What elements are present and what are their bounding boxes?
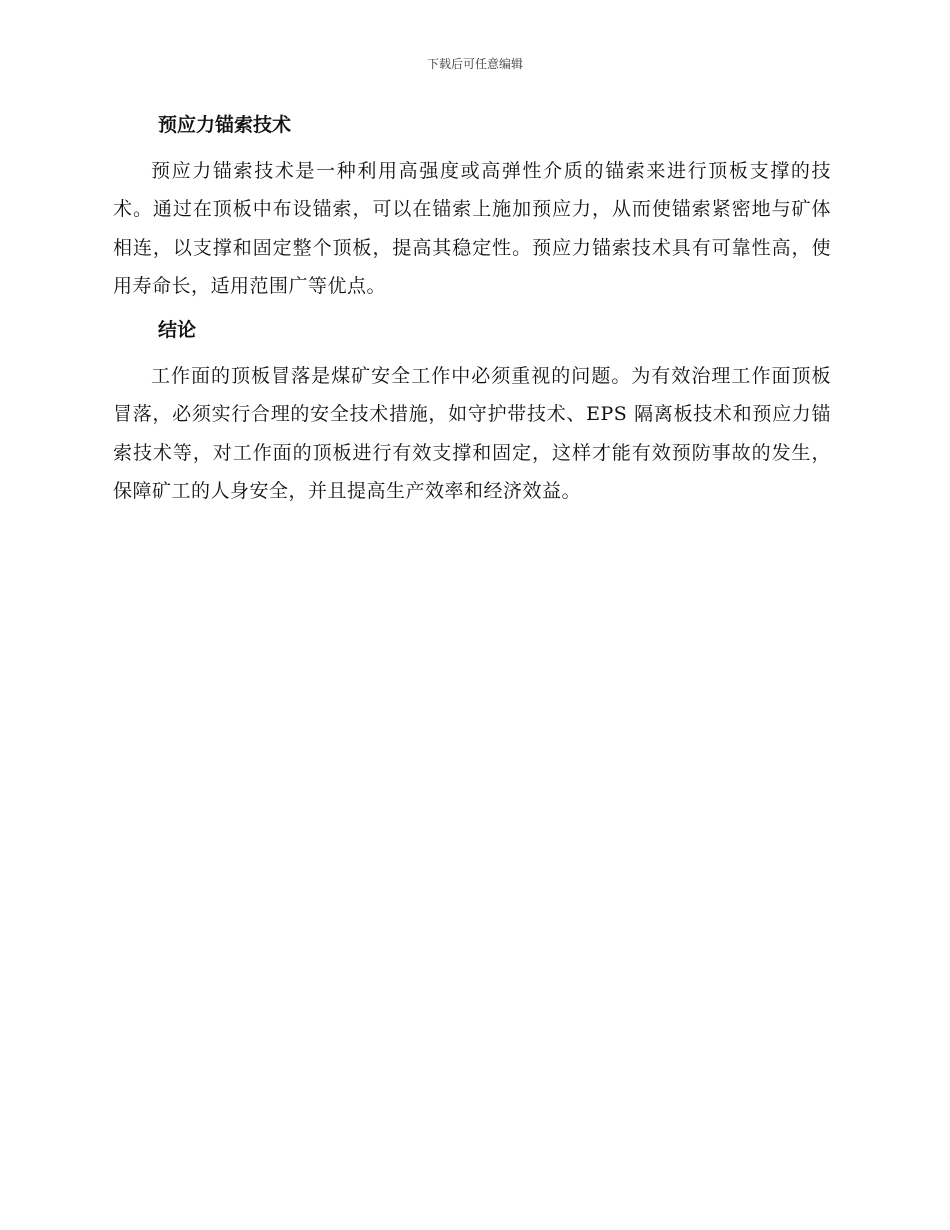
document-body [113,110,831,520]
section-paragraph: 预应力锚索技术是一种利用高强度或高弹性介质的锚索来进行顶板支撑的技术。通过在顶板中布设锚索，可以在锚索上施加预应力，从而使锚索紧密地与矿体相连，以支撑和固定整个顶板，提高其稳定性。预应力锚索技术具有可靠性高，使用寿命长，适用范围广等优点。 [113,160,831,297]
section-conclusion [113,315,831,510]
section-paragraph: 工作面的顶板冒落是煤矿安全工作中必须重视的问题。为有效治理工作面顶板冒落，必须实行合理的安全技术措施，如守护带技术、EPS 隔离板技术和预应力锚索技术等，对工作面的顶板进行有效支撑和固定，这样才能有效预防事故的发生，保障矿工的人身安全，并且提高生产效率和经济效益。 [113,365,831,503]
section-title: 结论 [158,319,197,342]
section-prestressed-anchor [113,110,831,305]
page-header: 下载后可任意编辑 [426,57,523,71]
section-title: 预应力锚索技术 [158,114,292,136]
